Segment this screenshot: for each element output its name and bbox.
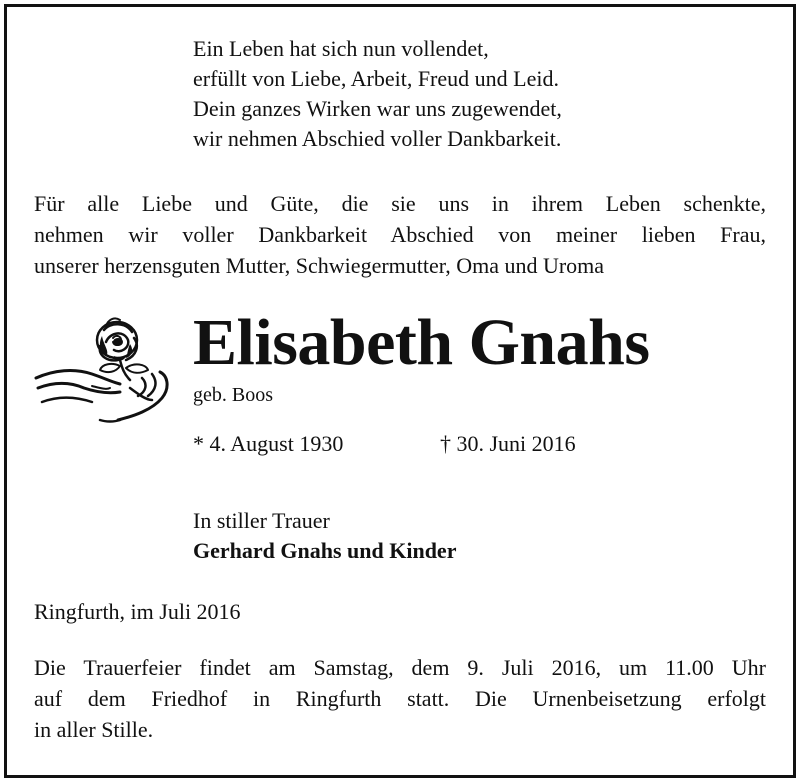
poem-line: wir nehmen Abschied voller Dankbarkeit. xyxy=(193,126,562,151)
birth-date: * 4. August 1930 xyxy=(193,431,344,456)
mourning-phrase: In stiller Trauer xyxy=(193,508,330,533)
death-date: † 30. Juni 2016 xyxy=(440,431,576,456)
poem-line: Dein ganzes Wirken war uns zugewendet, xyxy=(193,96,562,121)
poem-line: erfüllt von Liebe, Arbeit, Freud und Leid. xyxy=(193,66,559,91)
poem-line: Ein Leben hat sich nun vollendet, xyxy=(193,36,489,61)
mourners-names: Gerhard Gnahs und Kinder xyxy=(193,538,457,563)
funeral-line: auf dem Friedhof in Ringfurth statt. Die Urnenbeisetzung erfolgt xyxy=(34,686,766,711)
deceased-name: Elisabeth Gnahs xyxy=(193,306,650,379)
memorial-poem xyxy=(193,34,562,154)
birth-name: geb. Boos xyxy=(193,384,273,406)
rose-in-hands-icon xyxy=(34,316,176,426)
intro-text xyxy=(34,188,766,281)
funeral-line: Die Trauerfeier findet am Samstag, dem 9. Juli 2016, um 11.00 Uhr xyxy=(34,655,766,680)
intro-line: nehmen wir voller Dankbarkeit Abschied von meiner lieben Frau, xyxy=(34,222,766,247)
intro-line: unserer herzensguten Mutter, Schwiegermutter, Oma und Uroma xyxy=(34,253,605,278)
place-and-date: Ringfurth, im Juli 2016 xyxy=(34,599,241,624)
funeral-line: in aller Stille. xyxy=(34,717,154,742)
intro-line: Für alle Liebe und Güte, die sie uns in ihrem Leben schenkte, xyxy=(34,191,766,216)
funeral-notice xyxy=(34,652,766,745)
